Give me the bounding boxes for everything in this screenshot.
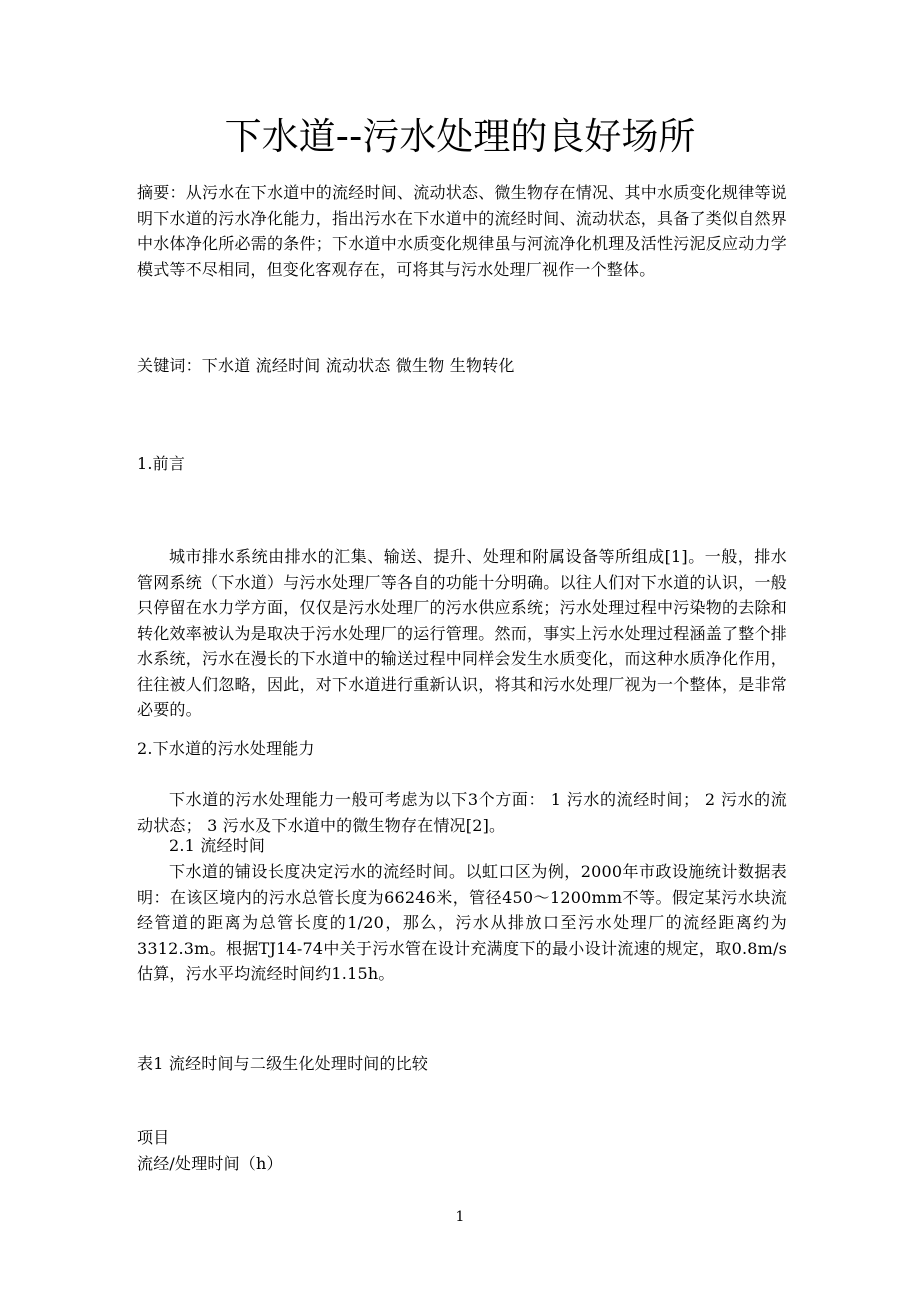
table-1-cell-time: 流经/处理时间（h） [137,1154,283,1173]
keywords-line: 关键词：下水道 流经时间 流动状态 微生物 生物转化 [137,356,515,375]
section-2-1-heading: 2.1 流经时间 [169,836,266,855]
table-1-cell-item: 项目 [137,1128,170,1147]
section-1-heading: 1.前言 [137,454,186,473]
section-1-paragraph: 城市排水系统由排水的汇集、输送、提升、处理和附属设备等所组成[1]。一般，排水管网系统（下水道）与污水处理厂等各自的功能十分明确。以往人们对下水道的认识，一般只停留在水力学方面，仅仅是污水处理厂的污水供应系统；污水处理过程中污染物的去除和转化效率被认为是取决于污水处理厂的运行管理。然而，事实上污水处理过程涵盖了整个排水系统，污水在漫长的下水道中的输送过程中同样会发生水质变化，而这种水质净化作用，往往被人们忽略，因此，对下水道进行重新认识，将其和污水处理厂视为一个整体，是非常必要的。 [137,547,787,719]
section-2-1-paragraph: 下水道的铺设长度决定污水的流经时间。以虹口区为例，2000年市政设施统计数据表明：在该区境内的污水总管长度为66246米，管径450～1200mm不等。假定某污水块流经管道的距离为总管长度的1/20，那么，污水从排放口至污水处理厂的流经距离约为3312.3m。根据TJ14-74中关于污水管在设计充满度下的最小设计流速的规定，取0.8m/s估算，污水平均流经时间约1.15h。 [137,862,787,983]
section-2-heading: 2.下水道的污水处理能力 [137,739,315,758]
table-1-caption: 表1 流经时间与二级生化处理时间的比较 [137,1054,429,1073]
page-title: 下水道--污水处理的良好场所 [224,115,696,158]
abstract-paragraph: 摘要：从污水在下水道中的流经时间、流动状态、微生物存在情况、其中水质变化规律等说明下水道的污水净化能力，指出污水在下水道中的流经时间、流动状态，具备了类似自然界中水体净化所必需的条件；下水道中水质变化规律虽与河流净化机理及活性污泥反应动力学模式等不尽相同，但变化客观存在，可将其与污水处理厂视作一个整体。 [137,183,787,279]
section-2-paragraph: 下水道的污水处理能力一般可考虑为以下3个方面： 1 污水的流经时间； 2 污水的流动状态； 3 污水及下水道中的微生物存在情况[2]。 [137,790,787,835]
page-number: 1 [455,1209,465,1225]
